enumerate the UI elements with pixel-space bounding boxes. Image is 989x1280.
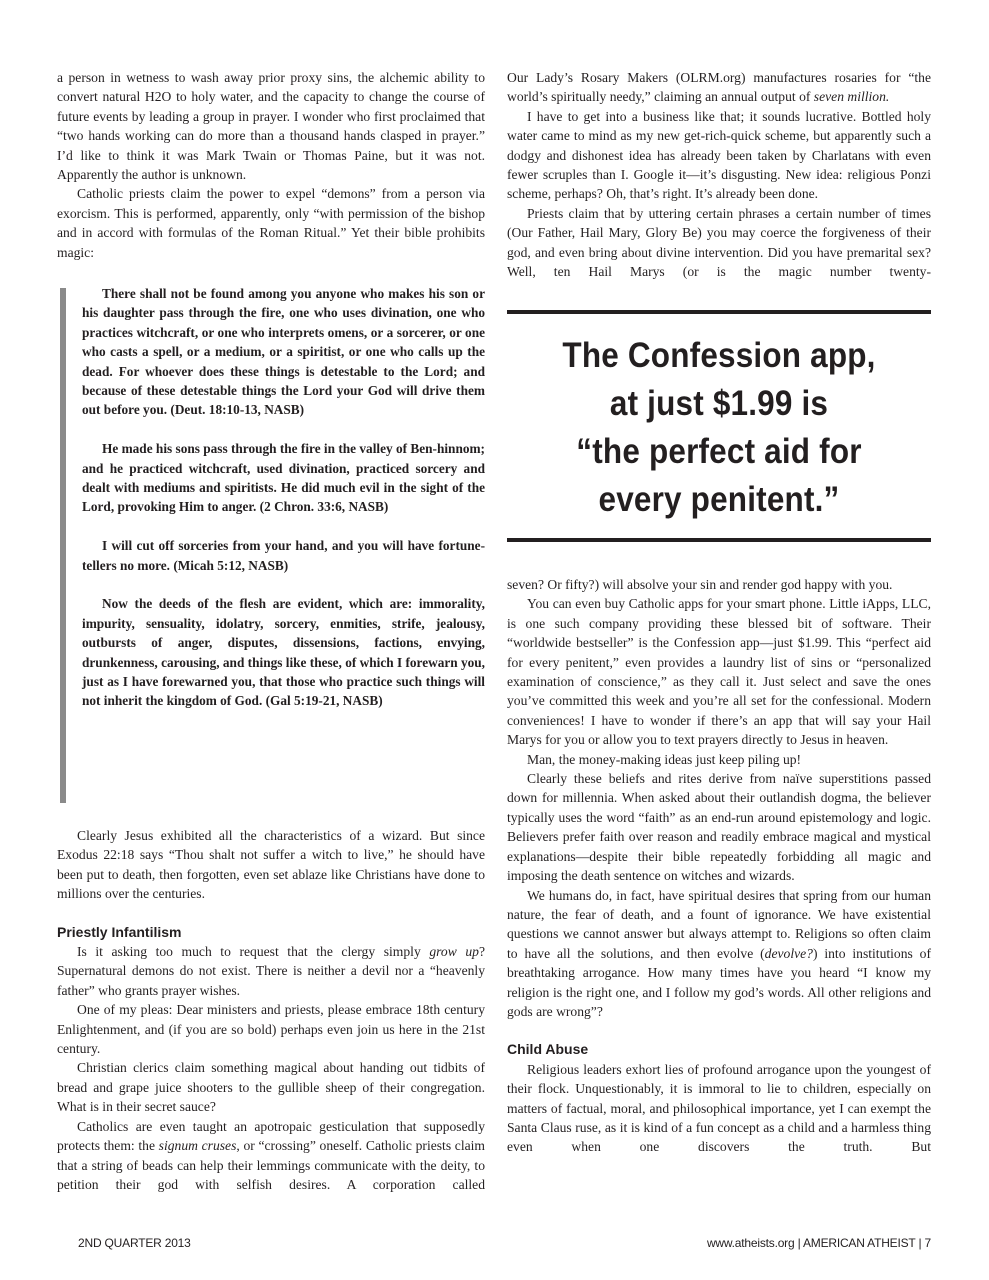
pull-quote-line: “the perfect aid for	[576, 432, 862, 471]
paragraph: Our Lady’s Rosary Makers (OLRM.org) manufactures rosaries for “the world’s spiritually needy,” claiming an annual output of seven million.	[507, 70, 931, 105]
pull-quote-line: at just $1.99 is	[609, 384, 829, 423]
quote-deut: There shall not be found among you anyone who makes his son or his daughter pass through the fire, one who uses divination, one who practices witchcraft, or one who interprets omens, or a sorcerer, or one who casts a spell, or a medium, or a spiritist, or one who calls up the dead. For whoever does these things is detestable to the Lord; and because of these detestable things the Lord your God will drive them out before you. (Deut. 18:10-13, NASB)	[82, 286, 485, 418]
paragraph: Is it asking too much to request that the clergy simply grow up? Supernatural demons do not exist. There is neither a devil nor a “heavenly father” who grants prayer wishes.	[57, 944, 485, 998]
paragraph: Christian clerics claim something magical about handing out tidbits of bread and grape juice shooters to the gullible sheep of their congregation. What is in their secret sauce?	[57, 1060, 485, 1115]
footer-issue: 2ND QUARTER 2013	[78, 1236, 191, 1250]
paragraph: Priests claim that by uttering certain phrases a certain number of times (Our Father, Hail Mary, Glory Be) you may coerce the forgiveness of their god, and even bring about divine intervention. Did you have premarital sex? Well, ten Hail Marys (or is the magic number twenty-	[507, 205, 931, 280]
section-heading-priestly-infantilism: Priestly Infantilism	[57, 923, 182, 940]
paragraph: Clearly these beliefs and rites derive from naïve superstitions passed down for millennia. When asked about their outlandish dogma, the believer typically uses the word “faith” as an end-run around epistemology and logic. Believers prefer faith over reason and readily embrace magical and mystical explanations—despite their bible repeatedly forbidding all magic and imposing the death sentence on witches and wizards.	[507, 771, 931, 884]
paragraph: Catholic priests claim the power to expel “demons” from a person via exorcism. This is performed, apparently, only “with permission of the bishop and in accord with formulas of the Roman Ritual.” Yet their bible prohibits magic:	[57, 186, 485, 260]
paragraph: One of my pleas: Dear ministers and priests, please embrace 18th century Enlightenment, and (if you are so bold) perhaps even join us here in the 21st century.	[57, 1002, 485, 1057]
right-intro	[507, 68, 931, 281]
paragraph: seven? Or fifty?) will absolve your sin and render god happy with you.	[507, 577, 893, 592]
section-heading-child-abuse: Child Abuse	[507, 1041, 589, 1058]
right-body	[507, 575, 931, 1157]
paragraph: Clearly Jesus exhibited all the characteristics of a wizard. But since Exodus 22:18 says “Thou shalt not suffer a witch to live,” he should have been put to death, then forgotten, even set ablaze like Christians have done to millions over the centuries.	[57, 828, 485, 902]
pull-quote-line: every penitent.”	[598, 480, 840, 519]
left-body	[57, 826, 485, 1194]
paragraph: Religious leaders exhort lies of profound arrogance upon the youngest of their flock. Unquestionably, it is immoral to lie to children, especially on matters of factual, moral, and philosophical importance, yet I can exempt the Santa Claus ruse, as it is kind of a fun concept as a child and a harmless thing even when one discovers the truth. But	[507, 1061, 931, 1155]
quote-micah: I will cut off sorceries from your hand, and you will have fortune-tellers no more. (Micah 5:12, NASB)	[82, 538, 485, 573]
paragraph: You can even buy Catholic apps for your smart phone. Little iApps, LLC, is one such company providing these blessed bit of software. Their “worldwide bestseller” is the Confession app—just $1.99. This “perfect aid for every penitent,” even provides a laundry list of sins or “personalized examination of conscience,” as they call it. Just select and save the ones you’ve committed this week and you’re all set for the confessional. Modern conveniences! I have to wonder if there’s an app that will say your Hail Marys for you or allow you to text prayers directly to Jesus in heaven.	[507, 596, 931, 748]
paragraph: We humans do, in fact, have spiritual desires that spring from our human nature, the fear of death, and a fount of ignorance. We have existential questions we cannot answer but always attempt to. Religions so often claim to have all the solutions, and then evolve (devolve?) into institutions of breathtaking arrogance. How many times have you heard “I know my religion is the right one, and I follow my god’s words. All other religions and gods are wrong”?	[507, 887, 931, 1019]
paragraph: Catholics are even taught an apotropaic gesticulation that supposedly protects them: the signum cruses, or “crossing” oneself. Catholic priests claim that a string of beads can help their lemmings communicate with the deity, to petition their god with selfish desires. A corporation called	[57, 1118, 485, 1192]
scripture-blockquote	[60, 288, 491, 803]
pull-quote	[507, 310, 931, 542]
footer-site-page: www.atheists.org | AMERICAN ATHEIST | 7	[706, 1236, 931, 1250]
paragraph: a person in wetness to wash away prior proxy sins, the alchemic ability to convert natural H2O to holy water, and the capacity to change the course of future events by leading a group in prayer. I wonder who first proclaimed that “two hands working can do more than a thousand hands clasped in prayer.” I’d like to think it was Mark Twain or Thomas Paine, but it was not. Apparently the author is unknown.	[57, 70, 485, 183]
quote-chron: He made his sons pass through the fire in the valley of Ben-hinnom; and he practiced witchcraft, used divination, practiced sorcery and dealt with mediums and spiritists. He did much evil in the sight of the Lord, provoking Him to anger. (2 Chron. 33:6, NASB)	[82, 441, 485, 515]
quote-gal: Now the deeds of the flesh are evident, which are: immorality, impurity, sensuality, idolatry, sorcery, enmities, strife, jealousy, outbursts of anger, disputes, dissensions, factions, envying, drunkenness, carousing, and things like these, of which I forewarn you, just as I have forewarned you, that those who practice such things will not inherit the kingdom of God. (Gal 5:19-21, NASB)	[82, 596, 485, 709]
paragraph: Man, the money-making ideas just keep piling up!	[527, 751, 802, 767]
paragraph: I have to get into a business like that; it sounds lucrative. Bottled holy water came to mind as my new get-rich-quick scheme, but apparently such a dodgy and dishonest idea has already been taken by Charlatans with even fewer scruples than I. Google it—it’s disgusting. New idea: religious Ponzi scheme, perhaps? Oh, that’s right. It’s already been done.	[507, 108, 931, 202]
left-intro	[57, 68, 485, 262]
pull-quote-line: The Confession app,	[562, 336, 876, 375]
